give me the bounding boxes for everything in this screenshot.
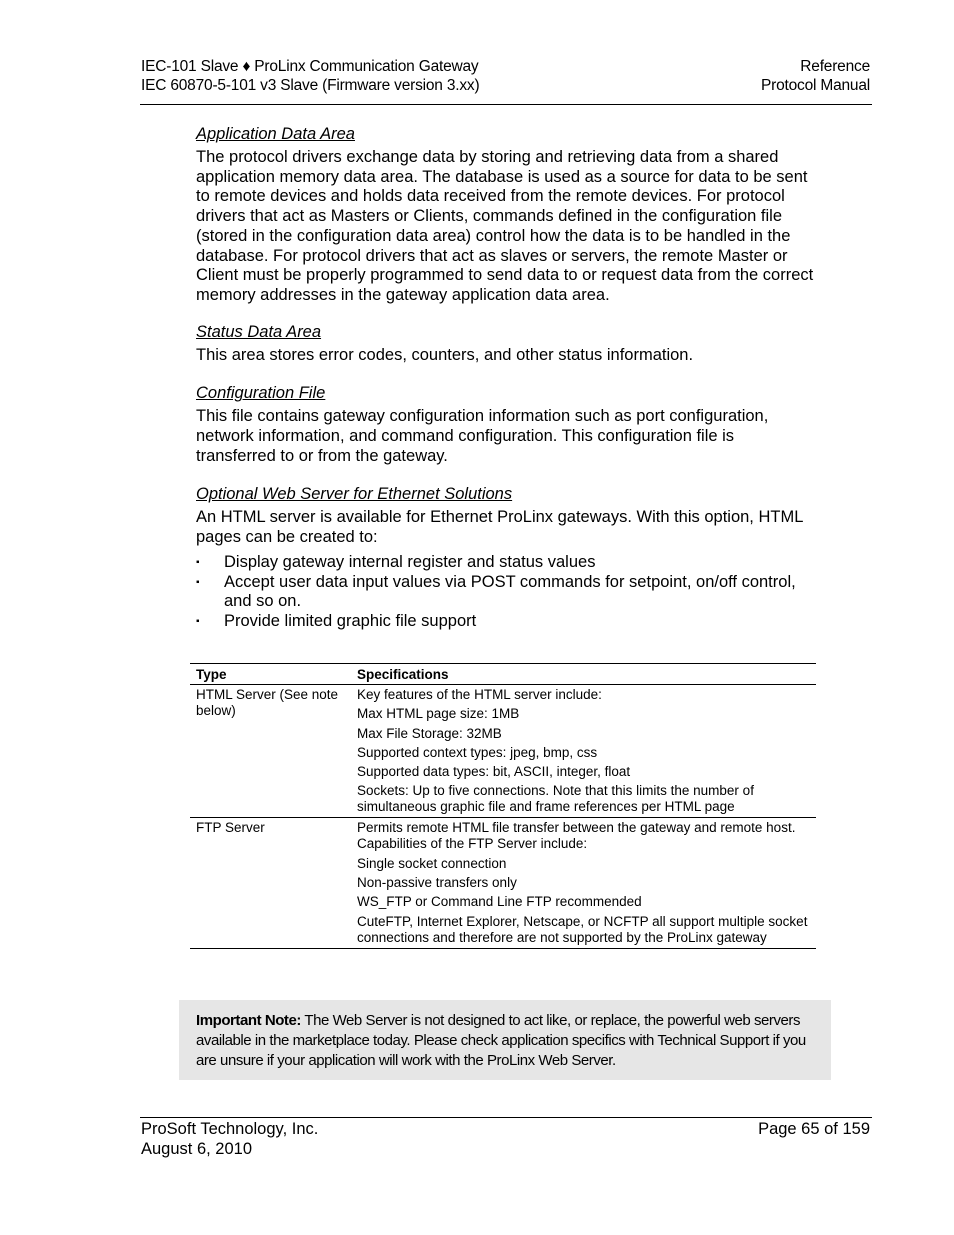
header-divider <box>140 104 872 105</box>
list-item: ▪ Display gateway internal register and status values <box>196 552 596 571</box>
spec-line: Max File Storage: 32MB <box>357 725 502 741</box>
footer-date: August 6, 2010 <box>141 1139 253 1158</box>
section-body-status-data-area: This area stores error codes, counters, and other status information. <box>196 345 694 364</box>
bullet-icon: ▪ <box>196 615 200 627</box>
table-cell-specs <box>351 818 816 948</box>
section-title-configuration-file: Configuration File <box>196 384 326 403</box>
spec-line: Key features of the HTML server include: <box>357 687 602 702</box>
footer-page-number: Page 65 of 159 <box>758 1120 870 1138</box>
table-cell-type: HTML Server (See note below) <box>196 687 339 718</box>
web-server-feature-list <box>196 553 816 632</box>
section-title-status-data-area: Status Data Area <box>196 322 322 341</box>
bullet-icon: ▪ <box>196 556 200 568</box>
section-body-configuration-file: This file contains gateway configuration information such as port configuration, network information, and command configuration. This configuration file is transferred to or from the gateway. <box>196 407 769 465</box>
specifications-table <box>190 663 816 949</box>
column-header-type: Type <box>196 667 227 682</box>
footer-divider <box>140 1117 872 1118</box>
list-item: ▪ Provide limited graphic file support <box>196 611 477 630</box>
spec-line: Sockets: Up to five connections. Note that this limits the number of simultaneous graphic file and frame references per HTML page <box>357 783 754 815</box>
section-title-application-data-area: Application Data Area <box>196 125 355 143</box>
header-manual-name: Protocol Manual <box>760 77 870 94</box>
column-header-specifications: Specifications <box>357 667 449 682</box>
table-header-row <box>190 664 816 685</box>
table-row <box>190 685 816 818</box>
spec-line: Single socket connection <box>357 855 507 871</box>
main-content <box>196 124 816 632</box>
footer-company: ProSoft Technology, Inc. <box>141 1120 319 1138</box>
list-item: ▪ Accept user data input values via POST commands for setpoint, on/off control, and so on. <box>196 572 796 611</box>
spec-line: Non-passive transfers only <box>357 875 517 891</box>
table-cell-type: FTP Server <box>196 820 265 836</box>
important-note-text: The Web Server is not designed to act like, or replace, the powerful web servers available in the marketplace today. Please check application specifics with Technical Support if you are unsure if your application will work with the ProLinx Web Server. <box>196 1012 806 1069</box>
header-left <box>141 57 479 95</box>
spec-line: WS_FTP or Command Line FTP recommended <box>357 894 642 910</box>
footer-left <box>141 1120 318 1159</box>
bullet-icon: ▪ <box>196 576 200 588</box>
spec-line: Supported context types: jpeg, bmp, css <box>357 744 598 760</box>
section-body-application-data-area: The protocol drivers exchange data by storing and retrieving data from a shared application memory data area. The database is used as a source for data to be sent to remote devices and holds data received from the remote devices. For protocol drivers that act as Masters or Clients, commands defined in the configuration file (stored in the configuration data area) control how the data is to be handled in the database. For protocol drivers that act as slaves or servers, the remote Master or Client must be properly programmed to send data to or request data from the correct memory addresses in the gateway application data area. <box>196 148 814 304</box>
spec-line: CuteFTP, Internet Explorer, Netscape, or NCFTP all support multiple socket connections and therefore are not supported by the ProLinx gateway <box>357 913 808 945</box>
spec-line: Max HTML page size: 1MB <box>357 706 520 722</box>
section-body-web-server: An HTML server is available for Ethernet ProLinx gateways. With this option, HTML pages can be created to: <box>196 508 803 547</box>
table-cell-specs <box>351 685 816 818</box>
header-right <box>761 57 870 95</box>
important-note-box <box>179 1000 831 1080</box>
section-title-web-server: Optional Web Server for Ethernet Solutions <box>196 485 513 504</box>
table-row <box>190 818 816 948</box>
header-protocol-subtitle: IEC 60870-5-101 v3 Slave (Firmware version 3.xx) <box>141 77 480 94</box>
spec-line: Permits remote HTML file transfer between the gateway and remote host. Capabilities of the FTP Server include: <box>357 820 796 852</box>
important-note-label: Important Note: <box>196 1012 301 1029</box>
header-product-title: IEC-101 Slave ♦ ProLinx Communication Gateway <box>141 58 479 75</box>
spec-line: Supported data types: bit, ASCII, integer, float <box>357 764 631 780</box>
header-section-name: Reference <box>800 58 870 75</box>
